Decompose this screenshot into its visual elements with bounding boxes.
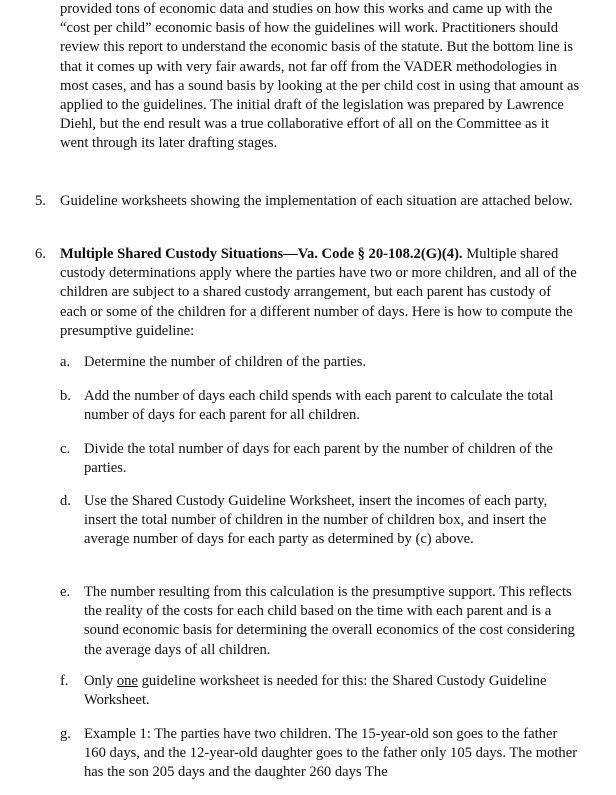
sub-item-letter: e.	[60, 584, 71, 600]
list-item-text: Guideline worksheets showing the implementation of each situation are attached below.	[60, 193, 573, 209]
sub-item-text: Divide the total number of days for each parent by the number of children of the parties.	[84, 441, 553, 477]
sub-item-text: Example 1: The parties have two children. The 15-year-old son goes to the father 160 days, and the 12-year-old daughter goes to the father only 105 days. The mother has the son 205 days and the daughter 260 days The	[84, 726, 578, 781]
sub-item-text: Use the Shared Custody Guideline Worksheet, insert the incomes of each party, insert the total number of children in the number of children box, and insert the average number of days for each party as determined by (c) above.	[84, 493, 548, 548]
sub-item-letter: a.	[60, 354, 71, 370]
sub-item-letter: d.	[60, 493, 71, 509]
underlined-word: one	[116, 673, 138, 689]
section-body: Multiple shared custody determinations apply where the parties have two or more children, and all of the children are subject to a shared custody arrangement, but each parent has custody of each or some of the children for a different number of days. Here is how to compute the presumptive guideline:	[60, 246, 577, 339]
sub-item-letter: b.	[60, 388, 71, 404]
list-number: 6.	[35, 246, 46, 262]
sub-item-letter: g.	[60, 726, 71, 742]
sub-item-text: Determine the number of children of the parties.	[84, 354, 367, 370]
intro-paragraph: provided tons of economic data and studies on how this works and came up with the “cost per child” economic basis of how the guidelines will work. Practitioners should review this report to understand the economic basis of the statute. But the bottom line is that it comes up with very fair awards, not far off from the VADER methodologies in most cases, and has a sound basis by looking at the per child cost in using that amount as applied to the guidelines. The initial draft of the legislation was prepared by Lawrence Diehl, but the end result was a true collaborative effort of all on the Committee as it went through its later drafting stages.	[60, 1, 580, 152]
sub-item-text-before: Only	[84, 673, 117, 689]
sub-item-text	[84, 672, 580, 710]
sub-item-text: Add the number of days each child spends with each parent to calculate the total number of days for each parent for all children.	[84, 388, 554, 424]
sub-item-letter: f.	[60, 673, 69, 689]
sub-item-text: The number resulting from this calculation is the presumptive support. This reflects the reality of the costs for each child based on the time with each parent and is a sound economic basis for determining the overall economics of the cost considering the average days of all children.	[84, 584, 575, 658]
sub-item-letter: c.	[60, 441, 71, 457]
sub-item-text-after: guideline worksheet is needed for this: the Shared Custody Guideline Worksheet.	[84, 673, 547, 709]
section-heading: Multiple Shared Custody Situations—Va. Code § 20-108.2(G)(4).	[60, 246, 463, 262]
list-item-text	[60, 245, 580, 341]
list-number: 5.	[35, 193, 46, 209]
